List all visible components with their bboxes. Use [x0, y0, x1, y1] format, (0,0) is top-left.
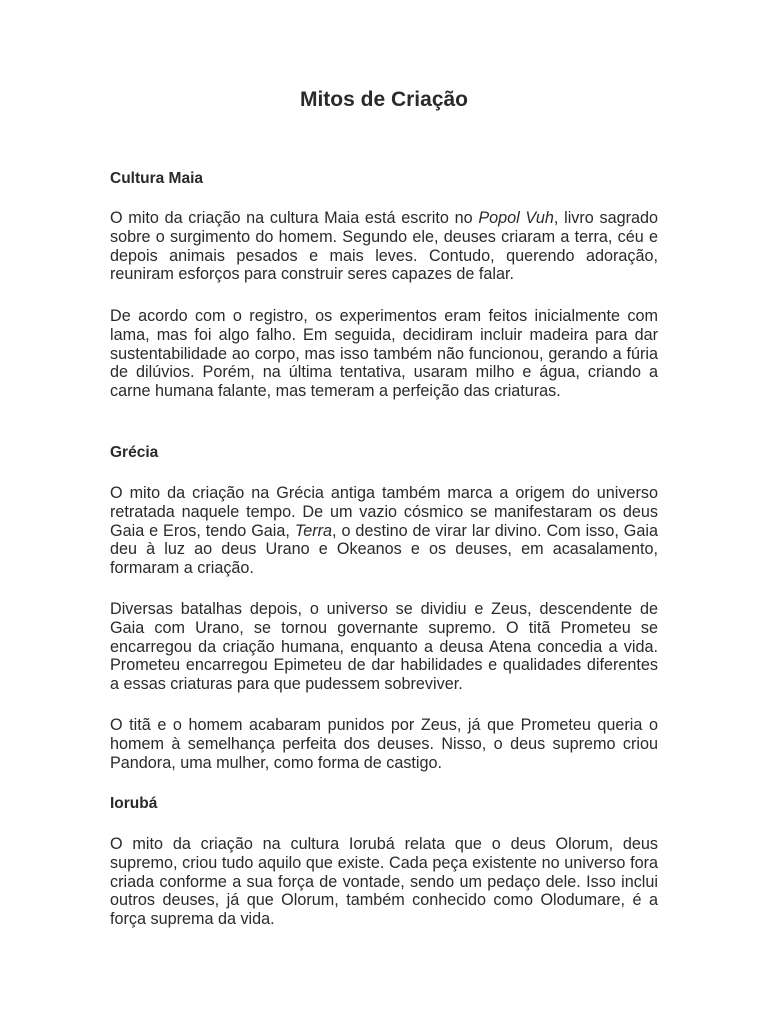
- paragraph-text: O mito da criação na Grécia antiga também marca a origem do universo retratada naquele tempo. De um vazio cósmico se manifestaram os deus Gaia e Eros, tendo Gaia,: [110, 484, 658, 540]
- document-title: Mitos de Criação: [299, 88, 469, 111]
- paragraph-ioruba-1: O mito da criação na cultura Iorubá relata que o deus Olorum, deus supremo, criou tudo aquilo que existe. Cada peça existente no universo fora criada conforme a sua força de vontade, sendo um pedaço dele. Isso inclui outros deuses, já que Olorum, também conhecido como Olodumare, é a força suprema da vida.: [110, 835, 658, 929]
- paragraph-maia-2: De acordo com o registro, os experimentos eram feitos inicialmente com lama, mas foi algo falho. Em seguida, decidiram incluir madeira para dar sustentabilidade ao corpo, mas isso também não funcionou, gerando a fúria de dilúvios. Porém, na última tentativa, usaram milho e água, criando a carne humana falante, mas temeram a perfeição das criaturas.: [110, 307, 658, 401]
- paragraph-text: , livro sagrado sobre o surgimento do homem. Segundo ele, deuses criaram a terra, céu e depois animais pesados e mais leves. Contudo, querendo adoração, reuniram esforços para construir seres capazes de falar.: [110, 209, 658, 284]
- section-heading-cultura-maia: Cultura Maia: [110, 170, 204, 187]
- italic-title-popol-vuh: Popol Vuh: [478, 209, 554, 227]
- section-heading-ioruba: Iorubá: [110, 795, 158, 812]
- paragraph-grecia-1: [110, 484, 658, 578]
- paragraph-grecia-3: O titã e o homem acabaram punidos por Zeus, já que Prometeu queria o homem à semelhança perfeita dos deuses. Nisso, o deus supremo criou Pandora, uma mulher, como forma de castigo.: [110, 716, 658, 772]
- paragraph-text: O mito da criação na cultura Maia está escrito no: [110, 209, 479, 227]
- paragraph-grecia-2: Diversas batalhas depois, o universo se dividiu e Zeus, descendente de Gaia com Urano, se tornou governante supremo. O titã Prometeu se encarregou da criação humana, enquanto a deusa Atena concedia a vida. Prometeu encarregou Epimeteu de dar habilidades e qualidades diferentes a essas criaturas para que pudessem sobreviver.: [110, 600, 658, 694]
- italic-word-terra: Terra: [294, 521, 333, 540]
- section-heading-grecia: Grécia: [110, 444, 159, 461]
- paragraph-text: , o destino de virar lar divino. Com isso, Gaia deu à luz ao deus Urano e Okeanos e os deuses, em acasalamento, formaram a criação.: [110, 521, 658, 578]
- paragraph-maia-1: [110, 209, 658, 284]
